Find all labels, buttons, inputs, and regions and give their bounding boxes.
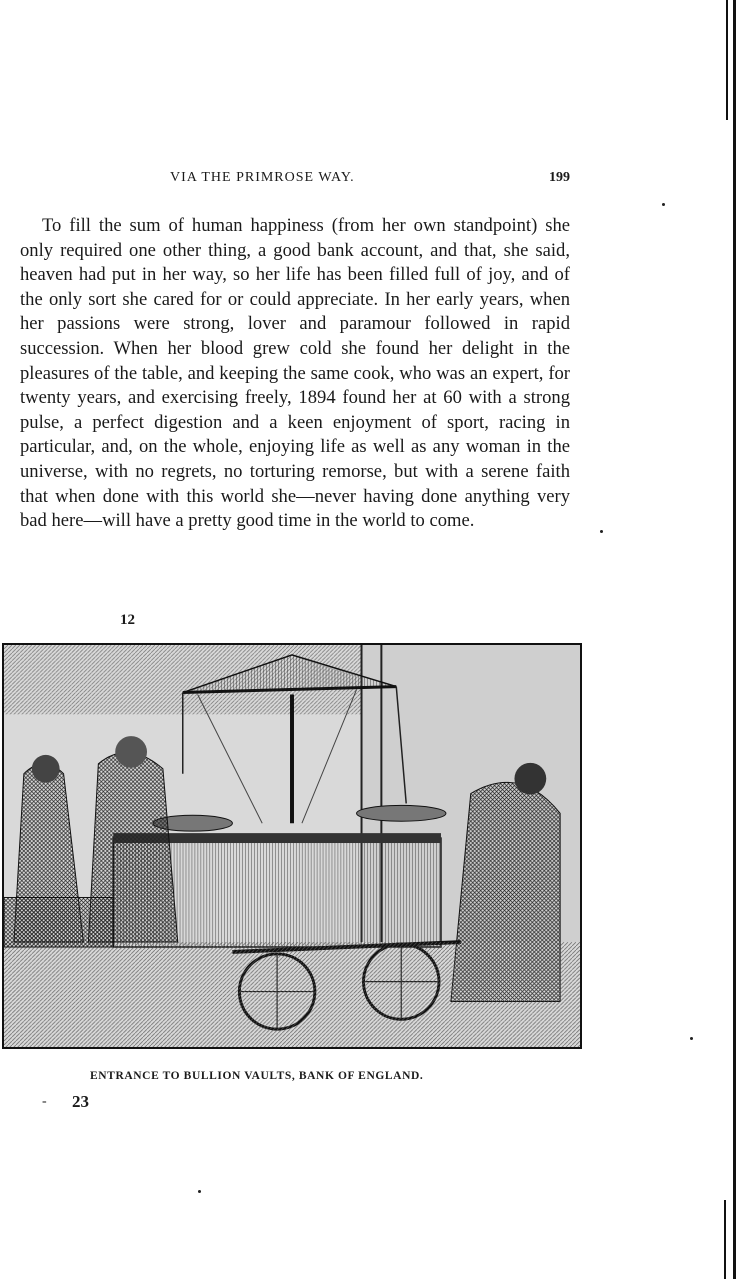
illustration-caption: ENTRANCE TO BULLION VAULTS, BANK OF ENGLAND. — [90, 1070, 424, 1082]
body-paragraph: To fill the sum of human happiness (from her own standpoint) she only required one other thing, a good bank account, and that, she said, heaven had put in her way, so her life has been filled full of joy, and of the only sort she cared for or could appreciate. In her early years, when her passions were strong, lover and paramour followed in rapid succession. When her blood grew cold she found her delight in the pleasures of the table, and keeping the same cook, who was an expert, for twenty years, and exercising freely, 1894 found her at 60 with a strong pulse, a perfect digestion and a keen enjoyment of sport, racing in particular, and, on the whole, enjoying life as well as any woman in the universe, with no regrets, no torturing remorse, but with a serene faith that when done with this world she—never having done anything very bad here—will have a pretty good time in the world to come. — [20, 215, 570, 532]
engraving-illustration — [2, 643, 582, 1049]
page-edge-line — [724, 1200, 726, 1279]
page-edge-line — [733, 0, 736, 1279]
page-edge-line — [726, 0, 728, 120]
print-speck — [662, 203, 665, 206]
print-speck — [600, 530, 603, 533]
print-speck — [690, 1037, 693, 1040]
running-head-title: VIA THE PRIMROSE WAY. — [170, 170, 355, 185]
page-number: 199 — [549, 170, 570, 185]
signature-mark-bottom: 23 — [72, 1092, 89, 1111]
signature-mark-top: 12 — [120, 612, 135, 628]
stray-mark: - — [42, 1094, 47, 1109]
engraving-image — [4, 645, 580, 1047]
running-head — [170, 170, 570, 194]
body-text — [20, 214, 570, 534]
print-speck — [198, 1190, 201, 1193]
